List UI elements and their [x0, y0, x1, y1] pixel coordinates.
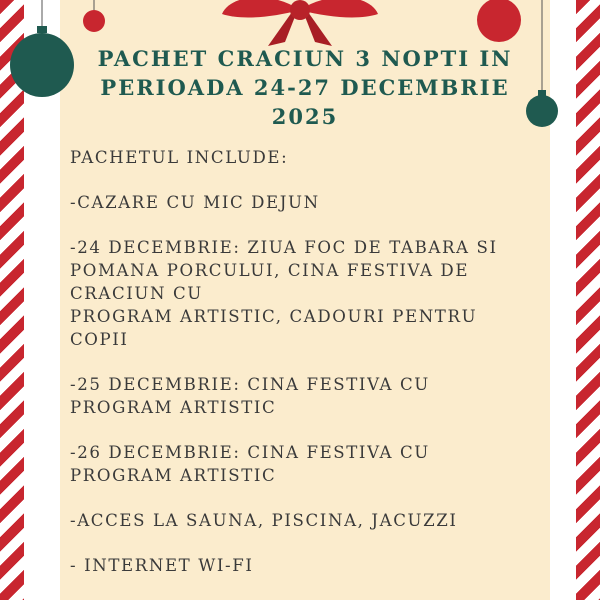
- title-line: 2025: [271, 104, 339, 129]
- item-line: PROGRAM ARTISTIC: [70, 398, 277, 417]
- list-item: [70, 554, 548, 577]
- item-line: -24 DECEMBRIE: ZIUA FOC DE TABARA SI: [70, 238, 498, 257]
- item-line: - INTERNET WI-FI: [70, 556, 254, 575]
- ornament-red-small-left-icon: [83, 0, 105, 32]
- intro-line: PACHETUL INCLUDE:: [70, 148, 289, 167]
- ornament-red-right-icon: [477, 0, 521, 42]
- item-line: -25 DECEMBRIE: CINA FESTIVA CU: [70, 375, 430, 394]
- package-title: [60, 44, 550, 131]
- list-item: [70, 441, 548, 487]
- list-item: [70, 509, 548, 532]
- item-line: -26 DECEMBRIE: CINA FESTIVA CU: [70, 443, 430, 462]
- package-details: [70, 146, 548, 599]
- intro-text: [70, 146, 548, 169]
- ribbon-bow-icon: [222, 0, 378, 46]
- item-line: CRACIUN CU: [70, 284, 203, 303]
- item-line: PROGRAM ARTISTIC, CADOURI PENTRU: [70, 307, 478, 326]
- item-line: PROGRAM ARTISTIC: [70, 466, 277, 485]
- item-line: -CAZARE CU MIC DEJUN: [70, 193, 320, 212]
- title-line: PERIOADA 24-27 DECEMBRIE: [100, 75, 510, 100]
- list-item: [70, 191, 548, 214]
- list-item: [70, 373, 548, 419]
- title-line: PACHET CRACIUN 3 NOPTI IN: [97, 46, 513, 71]
- item-line: POMANA PORCULUI, CINA FESTIVA DE: [70, 261, 470, 280]
- item-line: COPII: [70, 330, 129, 349]
- item-line: -ACCES LA SAUNA, PISCINA, JACUZZI: [70, 511, 458, 530]
- list-item: [70, 236, 548, 351]
